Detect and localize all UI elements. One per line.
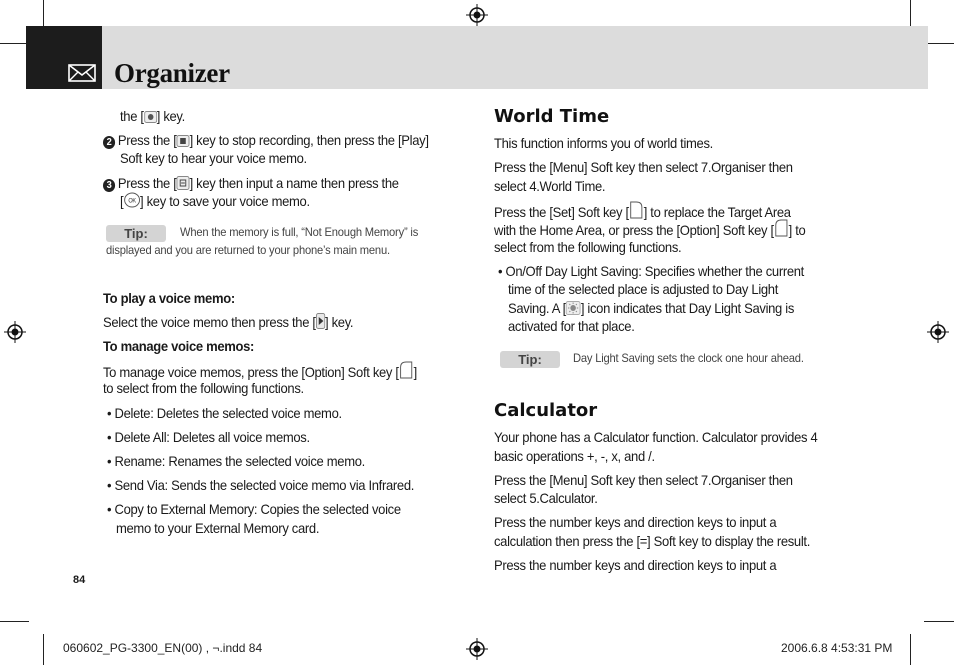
registration-mark-icon: [466, 638, 488, 660]
record-key-icon: [144, 111, 157, 123]
text: ] to replace the Target Area: [643, 204, 791, 220]
text: ] key.: [325, 314, 354, 330]
paragraph: This function informs you of world times.: [494, 135, 713, 151]
tip-badge: Tip:: [500, 351, 560, 368]
paragraph: select 4.World Time.: [494, 178, 606, 194]
text: Press the [Set] Soft key [: [494, 204, 629, 220]
play-key-icon: [316, 313, 325, 329]
registration-mark-icon: [4, 321, 26, 343]
crop-mark: [924, 43, 954, 44]
list-item-cont: time of the selected place is adjusted to Day Light: [508, 281, 779, 297]
crop-mark: [0, 43, 29, 44]
text: ] key to save your voice memo.: [140, 193, 310, 209]
stop-key-icon: [177, 135, 190, 147]
list-item: • Send Via: Sends the selected voice memo via Infrared.: [107, 477, 415, 493]
section-heading: To manage voice memos:: [103, 338, 255, 354]
list-item-cont: memo to your External Memory card.: [116, 520, 320, 536]
continued-line: [120, 107, 185, 126]
tip-text: When the memory is full, “Not Enough Memory” is: [180, 225, 419, 239]
registration-mark-icon: [466, 4, 488, 26]
paragraph: select from the following functions.: [494, 239, 682, 255]
step-number-3: 3: [103, 179, 115, 192]
step-2-line2: Soft key to hear your voice memo.: [120, 150, 307, 166]
footer-file-info: 060602_PG-3300_EN(00) , ¬.indd 84: [63, 641, 263, 655]
list-item: • Delete All: Deletes all voice memos.: [107, 429, 310, 445]
paragraph: Your phone has a Calculator function. Calculator provides 4: [494, 429, 818, 445]
ok-key-icon: [123, 192, 140, 208]
paragraph: Press the number keys and direction keys to input a: [494, 514, 777, 530]
paragraph: Press the number keys and direction keys to input a: [494, 557, 777, 573]
step-3: [103, 174, 399, 193]
save-key-icon: [177, 176, 190, 190]
crop-mark: [924, 621, 954, 622]
step-2: [103, 131, 429, 150]
text: the [: [120, 108, 144, 124]
tip-text: displayed and you are returned to your phone’s main menu.: [106, 243, 390, 257]
paragraph: calculation then press the [=] Soft key to display the result.: [494, 533, 810, 549]
text: ]: [413, 364, 417, 380]
paragraph: basic operations +, -, x, and /.: [494, 448, 655, 464]
option-soft-key-icon: [774, 219, 789, 237]
list-item: • Copy to External Memory: Copies the selected voice: [107, 501, 401, 517]
set-soft-key-icon: [629, 201, 644, 219]
list-item-cont: [508, 299, 794, 318]
paragraph: select 5.Calculator.: [494, 490, 598, 506]
play-text: [103, 313, 353, 332]
footer-timestamp: 2006.6.8 4:53:31 PM: [781, 641, 893, 655]
crop-mark: [910, 634, 911, 665]
page-number: 84: [73, 574, 86, 586]
list-item: • Rename: Renames the selected voice memo.: [107, 453, 365, 469]
section-heading-calculator: Calculator: [494, 400, 598, 421]
paragraph: Press the [Menu] Soft key then select 7.Organiser then: [494, 159, 793, 175]
text: ] icon indicates that Day Light Saving is: [580, 300, 795, 316]
text: [: [120, 193, 124, 209]
paragraph: Press the [Menu] Soft key then select 7.Organiser then: [494, 472, 793, 488]
option-soft-key-icon: [399, 361, 414, 379]
envelope-icon: [68, 64, 96, 82]
text: ] to: [788, 222, 806, 238]
list-item-cont: activated for that place.: [508, 318, 635, 334]
text: ] key to stop recording, then press the [Play]: [189, 132, 429, 148]
list-item: • Delete: Deletes the selected voice memo.: [107, 405, 342, 421]
tip-text: Day Light Saving sets the clock one hour ahead.: [573, 351, 804, 365]
text: To manage voice memos, press the [Option] Soft key [: [103, 364, 399, 380]
sun-icon: [566, 301, 581, 315]
manage-text-line2: to select from the following functions.: [103, 380, 304, 396]
paragraph: [494, 219, 805, 240]
text: Saving. A [: [508, 300, 566, 316]
text: Press the [: [117, 132, 177, 148]
text: Press the [: [117, 175, 177, 191]
step-3-line2: [120, 192, 310, 211]
list-item: • On/Off Day Light Saving: Specifies whether the current: [498, 263, 804, 279]
section-heading-world-time: World Time: [494, 106, 610, 127]
text: ] key.: [156, 108, 185, 124]
text: ] key then input a name then press the: [189, 175, 399, 191]
tip-badge: Tip:: [106, 225, 166, 242]
section-heading: To play a voice memo:: [103, 290, 235, 306]
crop-mark: [43, 634, 44, 665]
page-title: Organizer: [114, 58, 230, 88]
text: with the Home Area, or press the [Option] Soft key [: [494, 222, 774, 238]
text: Select the voice memo then press the [: [103, 314, 316, 330]
registration-mark-icon: [927, 321, 949, 343]
step-number-2: 2: [103, 136, 115, 149]
crop-mark: [0, 621, 29, 622]
svg-text:OK: OK: [127, 198, 136, 205]
